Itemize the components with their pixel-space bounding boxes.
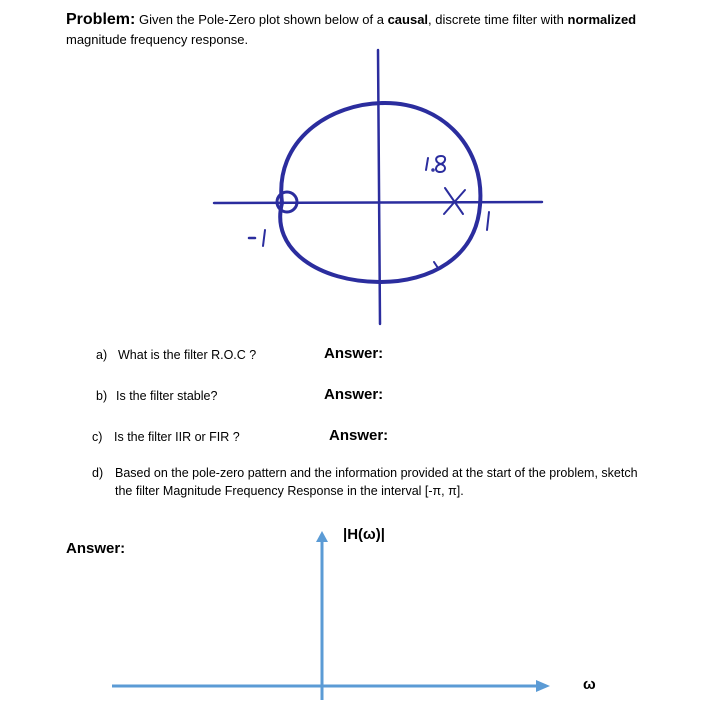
sketch-x-label: ω	[583, 676, 596, 693]
label-pole-zero-stroke	[426, 158, 428, 170]
question-a-letter: a)	[96, 348, 108, 362]
answer-c-label: Answer:	[329, 427, 389, 444]
answer-b-label: Answer:	[324, 386, 384, 403]
question-c-text: Is the filter IIR or FIR ?	[114, 430, 240, 444]
sketch-y-arrow	[316, 531, 328, 542]
label-pos1-stroke	[487, 212, 489, 230]
question-b-letter: b)	[96, 389, 108, 403]
problem-causal: causal	[387, 12, 429, 27]
question-d-line1: Based on the pole-zero pattern and the information provided at the start of the problem, sketch	[115, 466, 638, 480]
problem-normalized: normalized	[567, 12, 637, 27]
question-a-text: What is the filter R.O.C ?	[118, 348, 257, 362]
label-pole-eight	[436, 156, 445, 172]
problem-heading: Problem:	[66, 11, 136, 28]
question-c-letter: c)	[92, 430, 103, 444]
question-d-letter: d)	[92, 466, 104, 480]
question-d-line2: the filter Magnitude Frequency Response in the interval [-π, π].	[115, 484, 464, 498]
problem-intro: Given the Pole-Zero plot shown below of a	[138, 12, 384, 27]
sketch-y-label: |H(ω)|	[343, 526, 385, 543]
sketch-x-arrow	[536, 680, 550, 692]
circle-tick	[434, 262, 438, 268]
label-neg1-one	[263, 230, 265, 246]
question-b-text: Is the filter stable?	[116, 389, 218, 403]
answer-d-label: Answer:	[66, 540, 126, 557]
label-pole-dot	[432, 169, 434, 171]
sketch-axes	[112, 531, 550, 700]
problem-statement-line2: magnitude frequency response.	[66, 32, 249, 47]
answer-a-label: Answer:	[324, 345, 384, 362]
problem-middle: , discrete time filter with	[428, 12, 564, 27]
